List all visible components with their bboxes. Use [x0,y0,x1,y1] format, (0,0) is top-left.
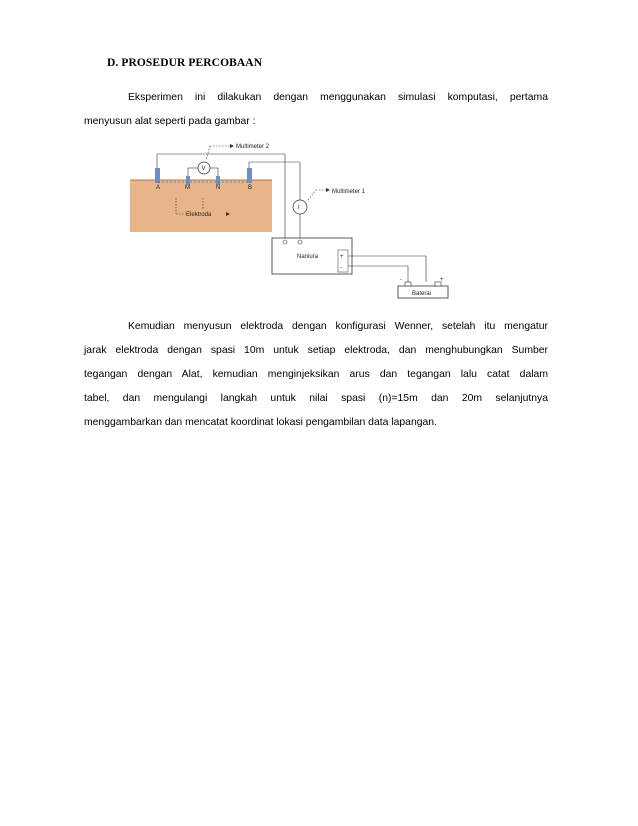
multimeter2-arrow [230,144,234,148]
procedure-line-5: menggambarkan dan mencatat koordinat lokasi pengambilan data lapangan. [84,417,437,428]
naniura-minus: - [340,265,342,271]
intro-paragraph [84,86,548,134]
procedure-line-4: tabel, dan mengulangi langkah untuk nilai spasi (n)=15m dan 20m selanjutnya [84,393,548,404]
procedure-paragraph [84,315,548,435]
electrode-label-n: N [216,185,221,191]
naniura-plus: + [340,254,344,260]
electrode-m [186,176,190,185]
multimeter1-leader [308,190,316,200]
electrode-label-m: M [185,185,190,191]
battery-plus: + [440,277,444,283]
voltmeter-symbol: V [201,166,206,172]
battery-minus: - [400,277,402,283]
intro-line-2: menyusun alat seperti pada gambar : [84,116,256,127]
naniura-label: Naniura [297,254,319,260]
section-heading: D. PROSEDUR PERCOBAAN [107,57,263,69]
battery-terminal-left [405,282,411,286]
multimeter2-label: Multimeter 2 [236,144,270,150]
multimeter1-label: Multimeter 1 [332,189,366,195]
circuit-diagram [130,138,460,306]
naniura-terminal-right [298,240,302,244]
multimeter2-leader [206,146,210,160]
electrode-b [247,168,252,183]
procedure-line-2: jarak elektroda dengan spasi 10m untuk setiap elektroda, dan menghubungkan Sumber [84,345,548,356]
elektroda-label: Elektroda [186,212,212,218]
electrode-label-a: A [156,185,161,191]
procedure-line-3: tegangan dengan Alat, kemudian menginjeksikan arus dan tegangan lalu catat dalam [84,369,548,380]
procedure-line-1: Kemudian menyusun elektroda dengan konfigurasi Wenner, setelah itu mengatur [128,321,548,332]
multimeter1-arrow [326,188,330,192]
electrode-a [155,168,160,183]
naniura-terminal-left [283,240,287,244]
battery-label: Baterai [412,291,432,297]
electrode-label-b: B [248,185,253,191]
ammeter-icon [293,200,307,214]
intro-line-1: Eksperimen ini dilakukan dengan menggunakan simulasi komputasi, pertama [128,92,548,103]
ammeter-symbol: I [298,205,300,211]
electrode-n [216,176,220,185]
circuit-figure [130,138,460,306]
